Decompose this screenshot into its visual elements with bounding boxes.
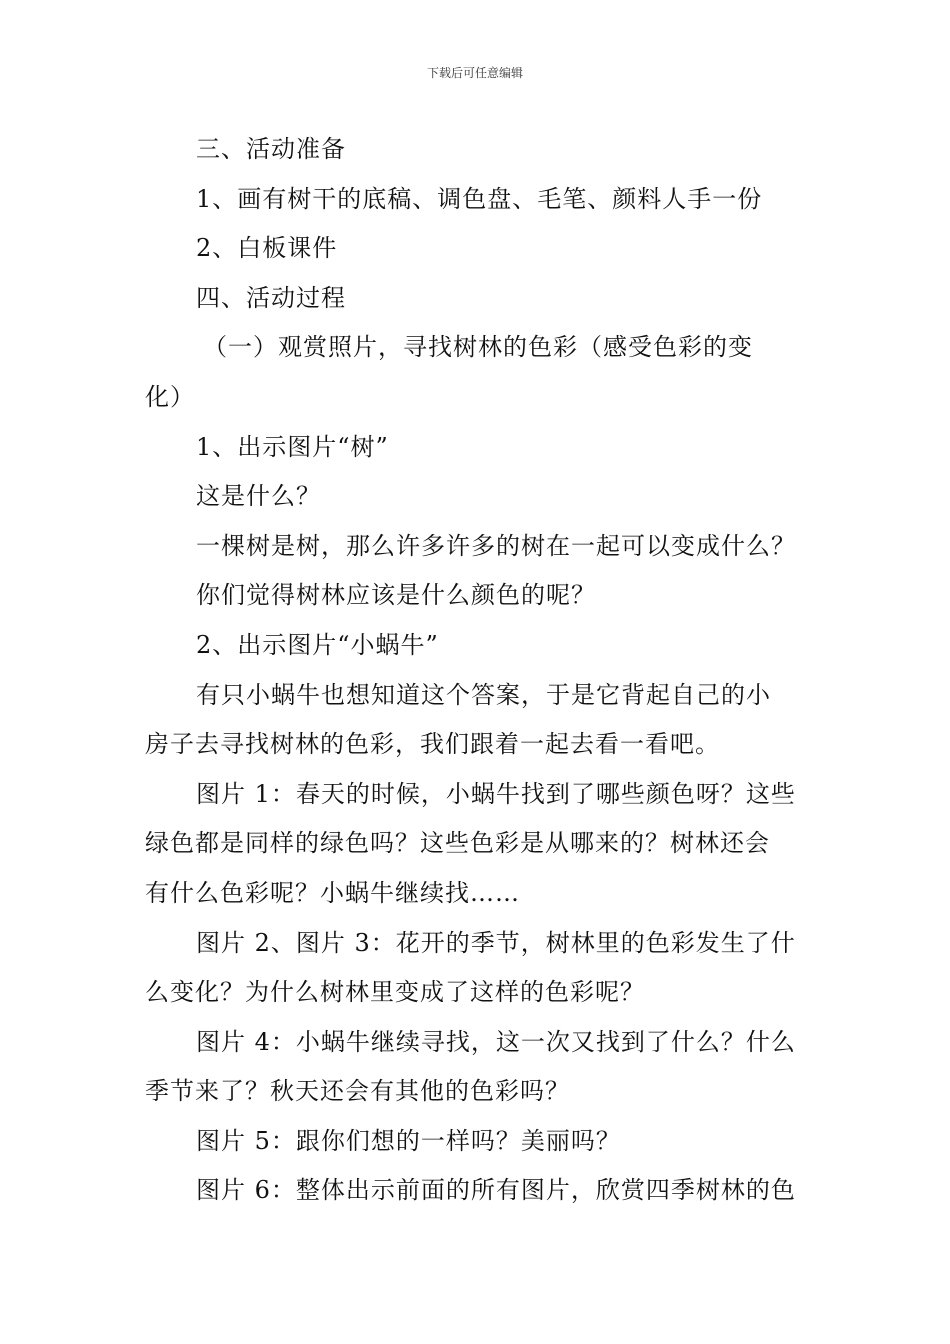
page-header: 下载后可任意编辑 [426,66,523,80]
paragraph [145,571,815,621]
document-body [145,125,815,1216]
paragraph-line: 图片 5：跟你们想的一样吗？美丽吗？ [196,1126,621,1155]
paragraph [145,1018,815,1117]
paragraph [145,175,815,225]
paragraph-line: 1、画有树干的底稿、调色盘、毛笔、颜料人手一份 [196,184,763,213]
paragraph [145,323,815,422]
paragraph [145,274,815,324]
paragraph-line: 绿色都是同样的绿色吗？这些色彩是从哪来的？树林还会 [145,829,770,858]
paragraph [145,770,815,919]
paragraph-line: 房子去寻找树林的色彩，我们跟着一起去看一看吧。 [145,730,720,759]
paragraph-line: 么变化？为什么树林里变成了这样的色彩呢？ [145,978,645,1007]
paragraph [145,522,815,572]
paragraph-line: 1、出示图片“树” [196,432,389,461]
paragraph [145,621,815,671]
paragraph-line: 2、出示图片“小蜗牛” [196,630,439,659]
paragraph-line: 有只小蜗牛也想知道这个答案，于是它背起自己的小 [196,680,771,709]
paragraph-line: 2、白板课件 [196,234,338,263]
paragraph-line: 图片 4：小蜗牛继续寻找，这一次又找到了什么？什么 [196,1027,796,1056]
paragraph [145,1117,815,1167]
paragraph [145,423,815,473]
paragraph [145,671,815,770]
paragraph-line: 图片 2、图片 3：花开的季节，树林里的色彩发生了什 [196,928,796,957]
paragraph [145,472,815,522]
paragraph [145,125,815,175]
paragraph-line: 四、活动过程 [196,283,346,312]
paragraph [145,1166,815,1216]
paragraph-line: 你们觉得树林应该是什么颜色的呢？ [196,581,596,610]
paragraph [145,224,815,274]
paragraph-line: 有什么色彩呢？小蜗牛继续找…… [145,878,520,907]
paragraph-line: 季节来了？秋天还会有其他的色彩吗？ [145,1077,570,1106]
paragraph-line: 图片 6：整体出示前面的所有图片，欣赏四季树林的色 [196,1176,796,1205]
paragraph-line: 图片 1：春天的时候，小蜗牛找到了哪些颜色呀？这些 [196,779,796,808]
paragraph [145,919,815,1018]
paragraph-line: （一）观赏照片，寻找树林的色彩（感受色彩的变 [203,333,753,362]
paragraph-line: 这是什么？ [196,482,321,511]
paragraph-line: 一棵树是树，那么许多许多的树在一起可以变成什么？ [196,531,796,560]
paragraph-line: 化） [145,382,195,411]
paragraph-line: 三、活动准备 [196,135,346,163]
